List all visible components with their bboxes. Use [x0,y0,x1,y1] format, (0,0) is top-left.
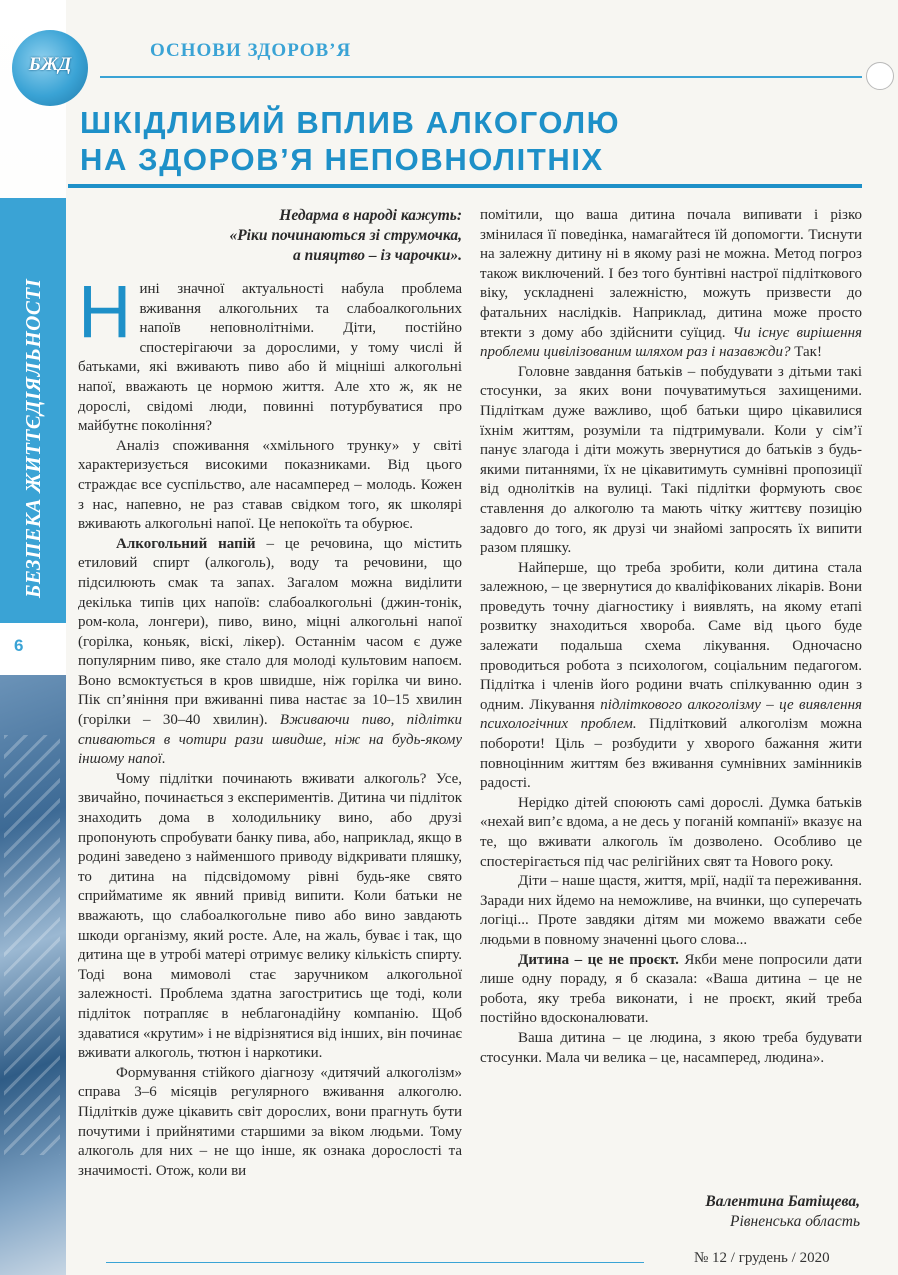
epigraph [78,206,462,266]
author-signature [560,1192,860,1232]
page-number-box [0,623,66,675]
author-region: Рівненська область [730,1213,860,1230]
paragraph-2: Аналіз споживання «хмільного трунку» у світі характеризується високими показниками. Від цього страждає все суспільство, але насамперед – молодь. Кожен з нас, напевно, не раз ставав свідком того, як школярі вживають алкогольні напої. Це непокоїть та обурює. [78,437,462,533]
headline-line-1: ШКІДЛИВИЙ ВПЛИВ АЛКОГОЛЮ [80,105,621,140]
paragraph-3-emphasis: Вживаючи пиво, підлітки спиваються в чотири рази швидше, ніж на будь-якому іншому напої. [78,712,462,768]
paragraph-12: Ваша дитина – це людина, з якою треба будувати стосунки. Мала чи велика – це, насамперед, людина». [480,1029,862,1066]
epigraph-line-1: Недарма в народі кажуть: [279,207,462,224]
paragraph-5: Формування стійкого діагнозу «дитячий алкоголізм» справа 3–6 місяців регулярного вживання алкоголю. Підлітків дуже цікавить світ дорослих, вони прагнуть бути почутими і прийнятими старшими за віком людьми. Тому алкоголь для них – не що інше, як ознака дорослості та значимості. Отож, коли ви [78,1064,462,1179]
title-divider [68,184,862,188]
paragraph-1-text: ині значної актуальності набула проблема вживання алкогольних та слабоалкогольних напоїв неповнолітніми. Діти, постійно спостерігаючи за дорослими, у тому числі й батьками, які вживають пиво або й міцніші алкогольні напої, вважають це нормою життя. Але хто ж, як не дорослі, свідомі люди, повинні потурбуватися про майбутнє покоління? [78,281,462,435]
paragraph-11-lead: Дитина – це не проєкт. [518,951,679,968]
paragraph-9: Нерідко дітей споюють самі дорослі. Думка батьків «нехай вип’є вдома, а не десь у поганій компанії» вказує на те, що вживати алкоголь їм дозволено. Особливо це спостерігається під час релігійних свят та Нового року. [480,794,862,870]
section-title: ОСНОВИ ЗДОРОВ’Я [150,40,352,61]
issue-info: № 12 / грудень / 2020 [694,1250,830,1266]
epigraph-line-2: «Ріки починаються зі струмочка, [229,227,462,244]
paragraph-3 [78,535,462,770]
paragraph-8-text: Найперше, що треба зробити, коли дитина стала залежною, – це звернутися до кваліфікованих лікарів. Вони проведуть точну діагностику і виявлять, на якому етапі розвитку знаходиться хвороба. Саме від цього буде залежати подальша схема лікування. Одночасно проводиться робота з психологом, соціальним педагогом. Підлітка і членів його родини вчать спілкуванню один з одним. Лікування [480,559,862,713]
author-name: Валентина Батіщева, [705,1193,860,1210]
epigraph-line-3: а пияцтво – із чарочки». [293,247,462,264]
page-corner-circle-icon [866,62,894,90]
headline-line-2: НА ЗДОРОВ’Я НЕПОВНОЛІТНІХ [80,142,604,177]
paragraph-11-text: Якби мене попросили дати лише одну пораду, я б сказала: «Ваша дитина – це не робота, яку треба виконати, і не проєкт, який треба постійно вдосконалювати. [480,951,862,1027]
paragraph-8-emphasis: підліткового алкоголізму – це виявлення психологічних проблем. [480,696,862,733]
paragraph-6-question: Чи існує вирішення проблеми цивілізованим шляхом раз і назавжди? [480,324,862,361]
paragraph-11 [480,951,862,1029]
paragraph-10: Діти – наше щастя, життя, мрії, надії та переживання. Заради них йдемо на неможливе, на вчинки, що суперечать логіці... Проте завдяки дітям ми можемо вважати себе людьми в повному значенні цього слова... [480,873,862,948]
article-column-right [480,206,862,1068]
sidebar-vertical-label: БЕЗПЕКА ЖИТТЄДІЯЛЬНОСТІ [21,278,45,598]
article-headline [80,104,880,178]
paragraph-7: Головне завдання батьків – побудувати з дітьми такі стосунки, за яких вони почуватимуться захищеними. Підліткам дуже важливо, щоб батьки щиро цікавилися їхнім життям, розуміли та підтримували. Коли у сім’ї панує злагода і діти можуть звернутися до батьків з будь-якими питаннями, їх не цікавитимуть сумнівні пропозиції від однолітків на вулиці. Такі підлітки формують своє ставлення до алкоголю та мають чітку життєву позицію задовго до того, як друзі чи знайомі запросять їх випити разом пляшку. [480,363,862,557]
page-number: 6 [14,636,24,655]
paragraph-6 [480,206,862,363]
paragraph-8 [480,559,862,794]
paragraph-1 [78,270,462,437]
paragraph-6-answer: Так! [790,344,822,361]
drop-cap: Н [78,270,132,353]
article-column-left [78,206,462,1181]
header-divider [100,76,862,78]
term-alcoholic-drink: Алкогольний напій [116,535,256,552]
paragraph-3-text: – це речовина, що містить етиловий спирт (алкоголь), воду та речовини, що підсилюють смак та запах. Загалом можна виділити декілька типів цих напоїв: слабоалкогольні (джин-тонік, ром-кола, лонгери), пиво, вино, міцні алкогольні напої (горілка, коньяк, віскі, лікер). Останнім часом є дуже популярним пиво, яке стало для молоді культовим напоєм. Воно всмоктується в кров швидше, ніж горілка чи вино. Пік сп’яніння при вживанні пива настає за 10–15 хвилин (горілки – 30–40 хвилин). [78,535,463,729]
paragraph-6-text: помітили, що ваша дитина почала випивати і різко змінилася її поведінка, намагайтеся їй допомогти. Тиснути на залежну дитину ні в якому разі не можна. Метод погроз також виключений. І без того бунтівні настрої підліткового віку, ускладнені залежністю, можуть призвести до фатальних наслідків. Наприклад, дитина може просто втекти з дому або здійснити суїцид. [480,207,862,341]
decorative-photo [0,675,66,1275]
paragraph-8-tail: Підлітковий алкоголізм можна побороти! Ціль – розбудити у хворого бажання жити повноцінним життям без вживання сумнівних замінників радості. [480,716,862,792]
left-decorative-strip [0,0,66,1275]
paragraph-4: Чому підлітки починають вживати алкоголь? Усе, звичайно, починається з експериментів. Дитина чи підліток знаходить дома в холодильнику вино, або друзі пропонують спробувати банку пива, або, наприклад, якщо в родині заведено з найменшого приводу відкривати пляшку, то дитина на підсвідомому рівні будь-яке свято сприйматиме як явний привід випити. Коли батьки не вважають, що слабоалкогольне пиво або вино завдають шкоди організму, який росте. Але, на жаль, буває і так, що дитина ще в утробі матері отримує велику кількість спирту. Тоді вона мимоволі стає заручником алкогольної залежності. Проблема здатна загостритись ще тоді, коли підліток потрапляє в неблагонадійну компанію. Щоб здаватися «крутим» і не відрізнятися від інших, він починає вживати алкоголь, тютюн і наркотики. [78,770,462,1062]
logo-text: БЖД [28,54,72,75]
footer-divider [106,1262,644,1263]
